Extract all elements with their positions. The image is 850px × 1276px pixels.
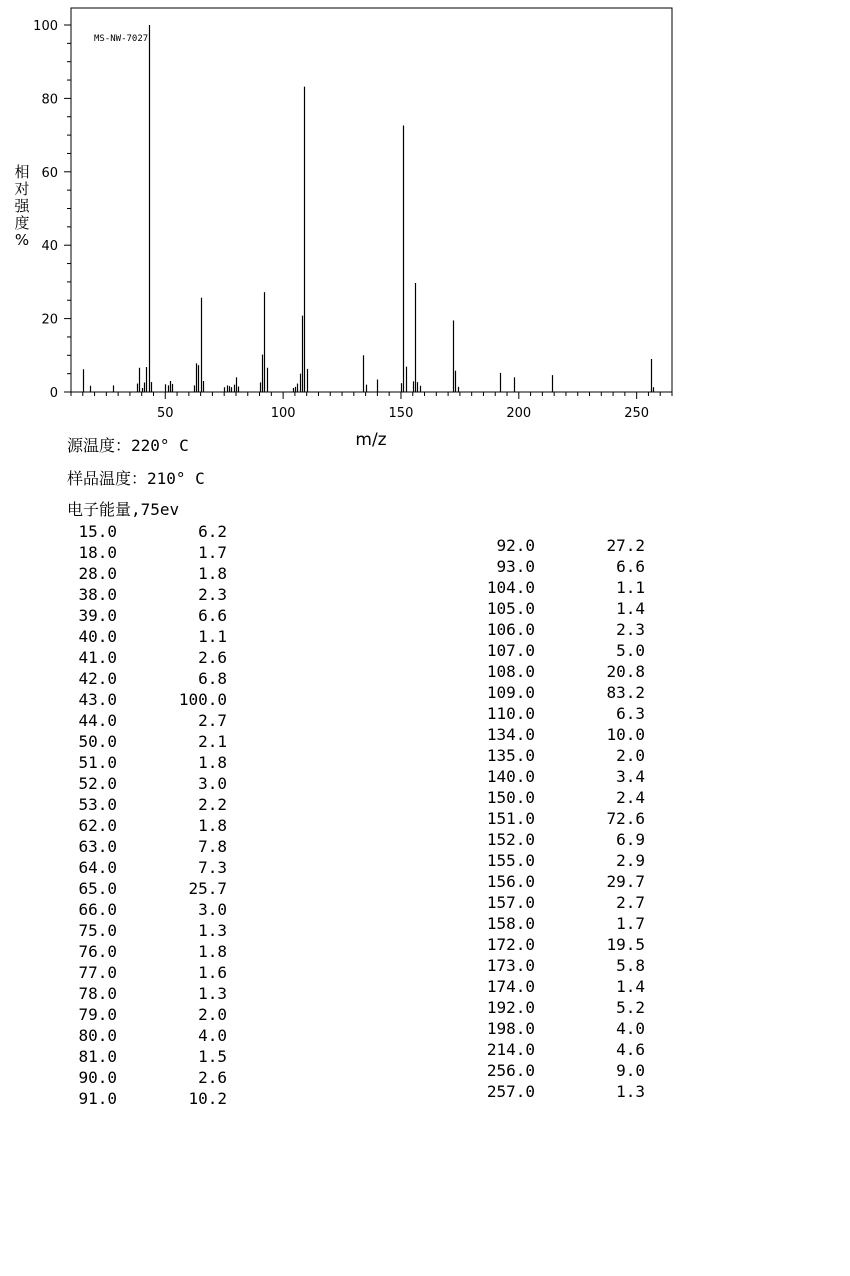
table-row: [66, 962, 236, 983]
intensity-value: 1.8: [198, 816, 227, 835]
y-tick-label: 20: [41, 312, 58, 328]
intensity-value: 7.3: [198, 858, 227, 877]
y-tick-label: 40: [41, 239, 58, 255]
intensity-value: 2.4: [616, 788, 645, 807]
intensity-value: 72.6: [606, 809, 645, 828]
table-row: [470, 1081, 655, 1102]
table-row: [66, 521, 236, 542]
y-tick-label: 100: [33, 19, 58, 34]
table-row: [470, 976, 655, 997]
mz-value: 158.0: [486, 914, 535, 933]
table-row: [66, 542, 236, 563]
intensity-value: 2.6: [198, 648, 227, 667]
table-row: [470, 850, 655, 871]
table-row: [66, 815, 236, 836]
intensity-value: 1.7: [198, 543, 227, 562]
intensity-value: 1.3: [198, 984, 227, 1003]
mz-value: 28.0: [78, 564, 117, 583]
mz-value: 64.0: [78, 858, 117, 877]
intensity-value: 20.8: [606, 662, 645, 681]
table-row: [66, 1088, 236, 1109]
table-row: [470, 829, 655, 850]
intensity-value: 2.0: [616, 746, 645, 765]
intensity-value: 100.0: [178, 690, 227, 709]
mz-value: 134.0: [486, 725, 535, 744]
mz-value: 257.0: [486, 1082, 535, 1101]
table-row: [470, 808, 655, 829]
table-row: [470, 913, 655, 934]
table-row: [66, 794, 236, 815]
intensity-value: 1.4: [616, 977, 645, 996]
mz-value: 77.0: [78, 963, 117, 982]
intensity-value: 29.7: [606, 872, 645, 891]
table-row: [470, 556, 655, 577]
intensity-value: 4.6: [616, 1040, 645, 1059]
chart-annotation: MS-NW-7027: [94, 34, 149, 44]
mz-value: 109.0: [486, 683, 535, 702]
intensity-value: 5.2: [616, 998, 645, 1017]
mz-value: 75.0: [78, 921, 117, 940]
intensity-value: 2.9: [616, 851, 645, 870]
mz-value: 105.0: [486, 599, 535, 618]
table-row: [470, 535, 655, 556]
intensity-value: 25.7: [188, 879, 227, 898]
mz-value: 192.0: [486, 998, 535, 1017]
intensity-value: 5.0: [616, 641, 645, 660]
intensity-value: 2.3: [198, 585, 227, 604]
mz-value: 174.0: [486, 977, 535, 996]
intensity-value: 1.4: [616, 599, 645, 618]
y-tick-label: 0: [49, 386, 58, 401]
table-row: [66, 983, 236, 1004]
mz-value: 90.0: [78, 1068, 117, 1087]
mz-value: 44.0: [78, 711, 117, 730]
intensity-value: 2.6: [198, 1068, 227, 1087]
intensity-value: 3.0: [198, 774, 227, 793]
mz-value: 40.0: [78, 627, 117, 646]
x-tick-label: 250: [624, 406, 650, 421]
intensity-value: 2.1: [198, 732, 227, 751]
table-row: [470, 661, 655, 682]
y-tick-label: 80: [41, 92, 58, 108]
table-row: [66, 731, 236, 752]
mz-value: 53.0: [78, 795, 117, 814]
intensity-value: 27.2: [606, 536, 645, 555]
x-tick-label: 100: [270, 406, 296, 421]
mz-value: 78.0: [78, 984, 117, 1003]
intensity-value: 3.0: [198, 900, 227, 919]
y-axis: [33, 19, 71, 401]
y-axis-label-text: 相对强度%: [14, 163, 30, 249]
x-tick-label: 150: [388, 406, 414, 421]
table-row: [66, 1067, 236, 1088]
intensity-value: 10.0: [606, 725, 645, 744]
intensity-value: 1.1: [198, 627, 227, 646]
mz-value: 76.0: [78, 942, 117, 961]
intensity-value: 9.0: [616, 1061, 645, 1080]
source-temperature: 源温度：220° C: [67, 436, 189, 455]
x-tick-label: 200: [506, 406, 532, 421]
sample-temperature: 样品温度：210° C: [67, 469, 205, 488]
table-row: [66, 1004, 236, 1025]
table-row: [66, 1046, 236, 1067]
intensity-value: 19.5: [606, 935, 645, 954]
intensity-value: 1.6: [198, 963, 227, 982]
peak-table-right: [470, 535, 655, 1102]
table-row: [66, 626, 236, 647]
mz-value: 157.0: [486, 893, 535, 912]
spectrum-peaks: [84, 25, 654, 392]
intensity-value: 6.3: [616, 704, 645, 723]
table-row: [470, 745, 655, 766]
intensity-value: 83.2: [606, 683, 645, 702]
intensity-value: 1.5: [198, 1047, 227, 1066]
intensity-value: 6.6: [198, 606, 227, 625]
mz-value: 172.0: [486, 935, 535, 954]
intensity-value: 4.0: [616, 1019, 645, 1038]
table-row: [470, 1060, 655, 1081]
mz-value: 62.0: [78, 816, 117, 835]
mz-value: 135.0: [486, 746, 535, 765]
mz-value: 91.0: [78, 1089, 117, 1108]
electron-energy: 电子能量,75ev: [67, 500, 180, 519]
mz-value: 155.0: [486, 851, 535, 870]
mz-value: 39.0: [78, 606, 117, 625]
mz-value: 79.0: [78, 1005, 117, 1024]
intensity-value: 1.8: [198, 753, 227, 772]
mz-value: 150.0: [486, 788, 535, 807]
table-row: [470, 766, 655, 787]
table-row: [66, 920, 236, 941]
intensity-value: 6.6: [616, 557, 645, 576]
intensity-value: 2.7: [616, 893, 645, 912]
intensity-value: 1.3: [198, 921, 227, 940]
mz-value: 65.0: [78, 879, 117, 898]
mz-value: 107.0: [486, 641, 535, 660]
peak-table-left: [66, 521, 236, 1109]
mz-value: 140.0: [486, 767, 535, 786]
mz-value: 18.0: [78, 543, 117, 562]
table-row: [66, 605, 236, 626]
intensity-value: 1.7: [616, 914, 645, 933]
table-row: [470, 577, 655, 598]
table-row: [470, 598, 655, 619]
table-row: [66, 836, 236, 857]
mz-value: 81.0: [78, 1047, 117, 1066]
table-row: [470, 787, 655, 808]
intensity-value: 2.0: [198, 1005, 227, 1024]
table-row: [470, 682, 655, 703]
mz-value: 38.0: [78, 585, 117, 604]
table-row: [66, 878, 236, 899]
plot-frame: [71, 8, 672, 392]
mz-value: 66.0: [78, 900, 117, 919]
mz-value: 92.0: [496, 536, 535, 555]
mz-value: 41.0: [78, 648, 117, 667]
table-row: [66, 710, 236, 731]
mz-value: 51.0: [78, 753, 117, 772]
mz-value: 42.0: [78, 669, 117, 688]
table-row: [66, 647, 236, 668]
mz-value: 198.0: [486, 1019, 535, 1038]
intensity-value: 1.1: [616, 578, 645, 597]
y-axis-label: [14, 163, 30, 249]
intensity-value: 7.8: [198, 837, 227, 856]
table-row: [470, 1039, 655, 1060]
table-row: [470, 997, 655, 1018]
table-row: [66, 899, 236, 920]
x-tick-label: 50: [157, 406, 174, 421]
mz-value: 110.0: [486, 704, 535, 723]
table-row: [66, 563, 236, 584]
mz-value: 63.0: [78, 837, 117, 856]
table-row: [66, 773, 236, 794]
intensity-value: 6.9: [616, 830, 645, 849]
table-row: [470, 955, 655, 976]
table-row: [470, 703, 655, 724]
table-row: [470, 640, 655, 661]
mz-value: 104.0: [486, 578, 535, 597]
x-axis: [71, 392, 672, 421]
intensity-value: 1.3: [616, 1082, 645, 1101]
intensity-value: 3.4: [616, 767, 645, 786]
table-row: [66, 941, 236, 962]
intensity-value: 10.2: [188, 1089, 227, 1108]
intensity-value: 4.0: [198, 1026, 227, 1045]
table-row: [470, 934, 655, 955]
mz-value: 151.0: [486, 809, 535, 828]
table-row: [66, 857, 236, 878]
mz-value: 43.0: [78, 690, 117, 709]
mz-value: 80.0: [78, 1026, 117, 1045]
intensity-value: 2.2: [198, 795, 227, 814]
intensity-value: 2.7: [198, 711, 227, 730]
mz-value: 93.0: [496, 557, 535, 576]
table-row: [66, 668, 236, 689]
table-row: [66, 752, 236, 773]
mass-spectrum-chart: [0, 0, 850, 460]
mz-value: 52.0: [78, 774, 117, 793]
table-row: [470, 892, 655, 913]
mz-value: 256.0: [486, 1061, 535, 1080]
mz-value: 108.0: [486, 662, 535, 681]
mz-value: 152.0: [486, 830, 535, 849]
intensity-value: 2.3: [616, 620, 645, 639]
table-row: [470, 871, 655, 892]
table-row: [66, 689, 236, 710]
intensity-value: 5.8: [616, 956, 645, 975]
table-row: [66, 1025, 236, 1046]
mz-value: 50.0: [78, 732, 117, 751]
mz-value: 214.0: [486, 1040, 535, 1059]
intensity-value: 6.2: [198, 522, 227, 541]
mz-value: 173.0: [486, 956, 535, 975]
table-row: [470, 619, 655, 640]
intensity-value: 6.8: [198, 669, 227, 688]
table-row: [66, 584, 236, 605]
y-tick-label: 60: [41, 165, 58, 181]
intensity-value: 1.8: [198, 942, 227, 961]
x-axis-label: m/z: [355, 430, 387, 450]
mz-value: 15.0: [78, 522, 117, 541]
mz-value: 156.0: [486, 872, 535, 891]
table-row: [470, 1018, 655, 1039]
mz-value: 106.0: [486, 620, 535, 639]
table-row: [470, 724, 655, 745]
intensity-value: 1.8: [198, 564, 227, 583]
